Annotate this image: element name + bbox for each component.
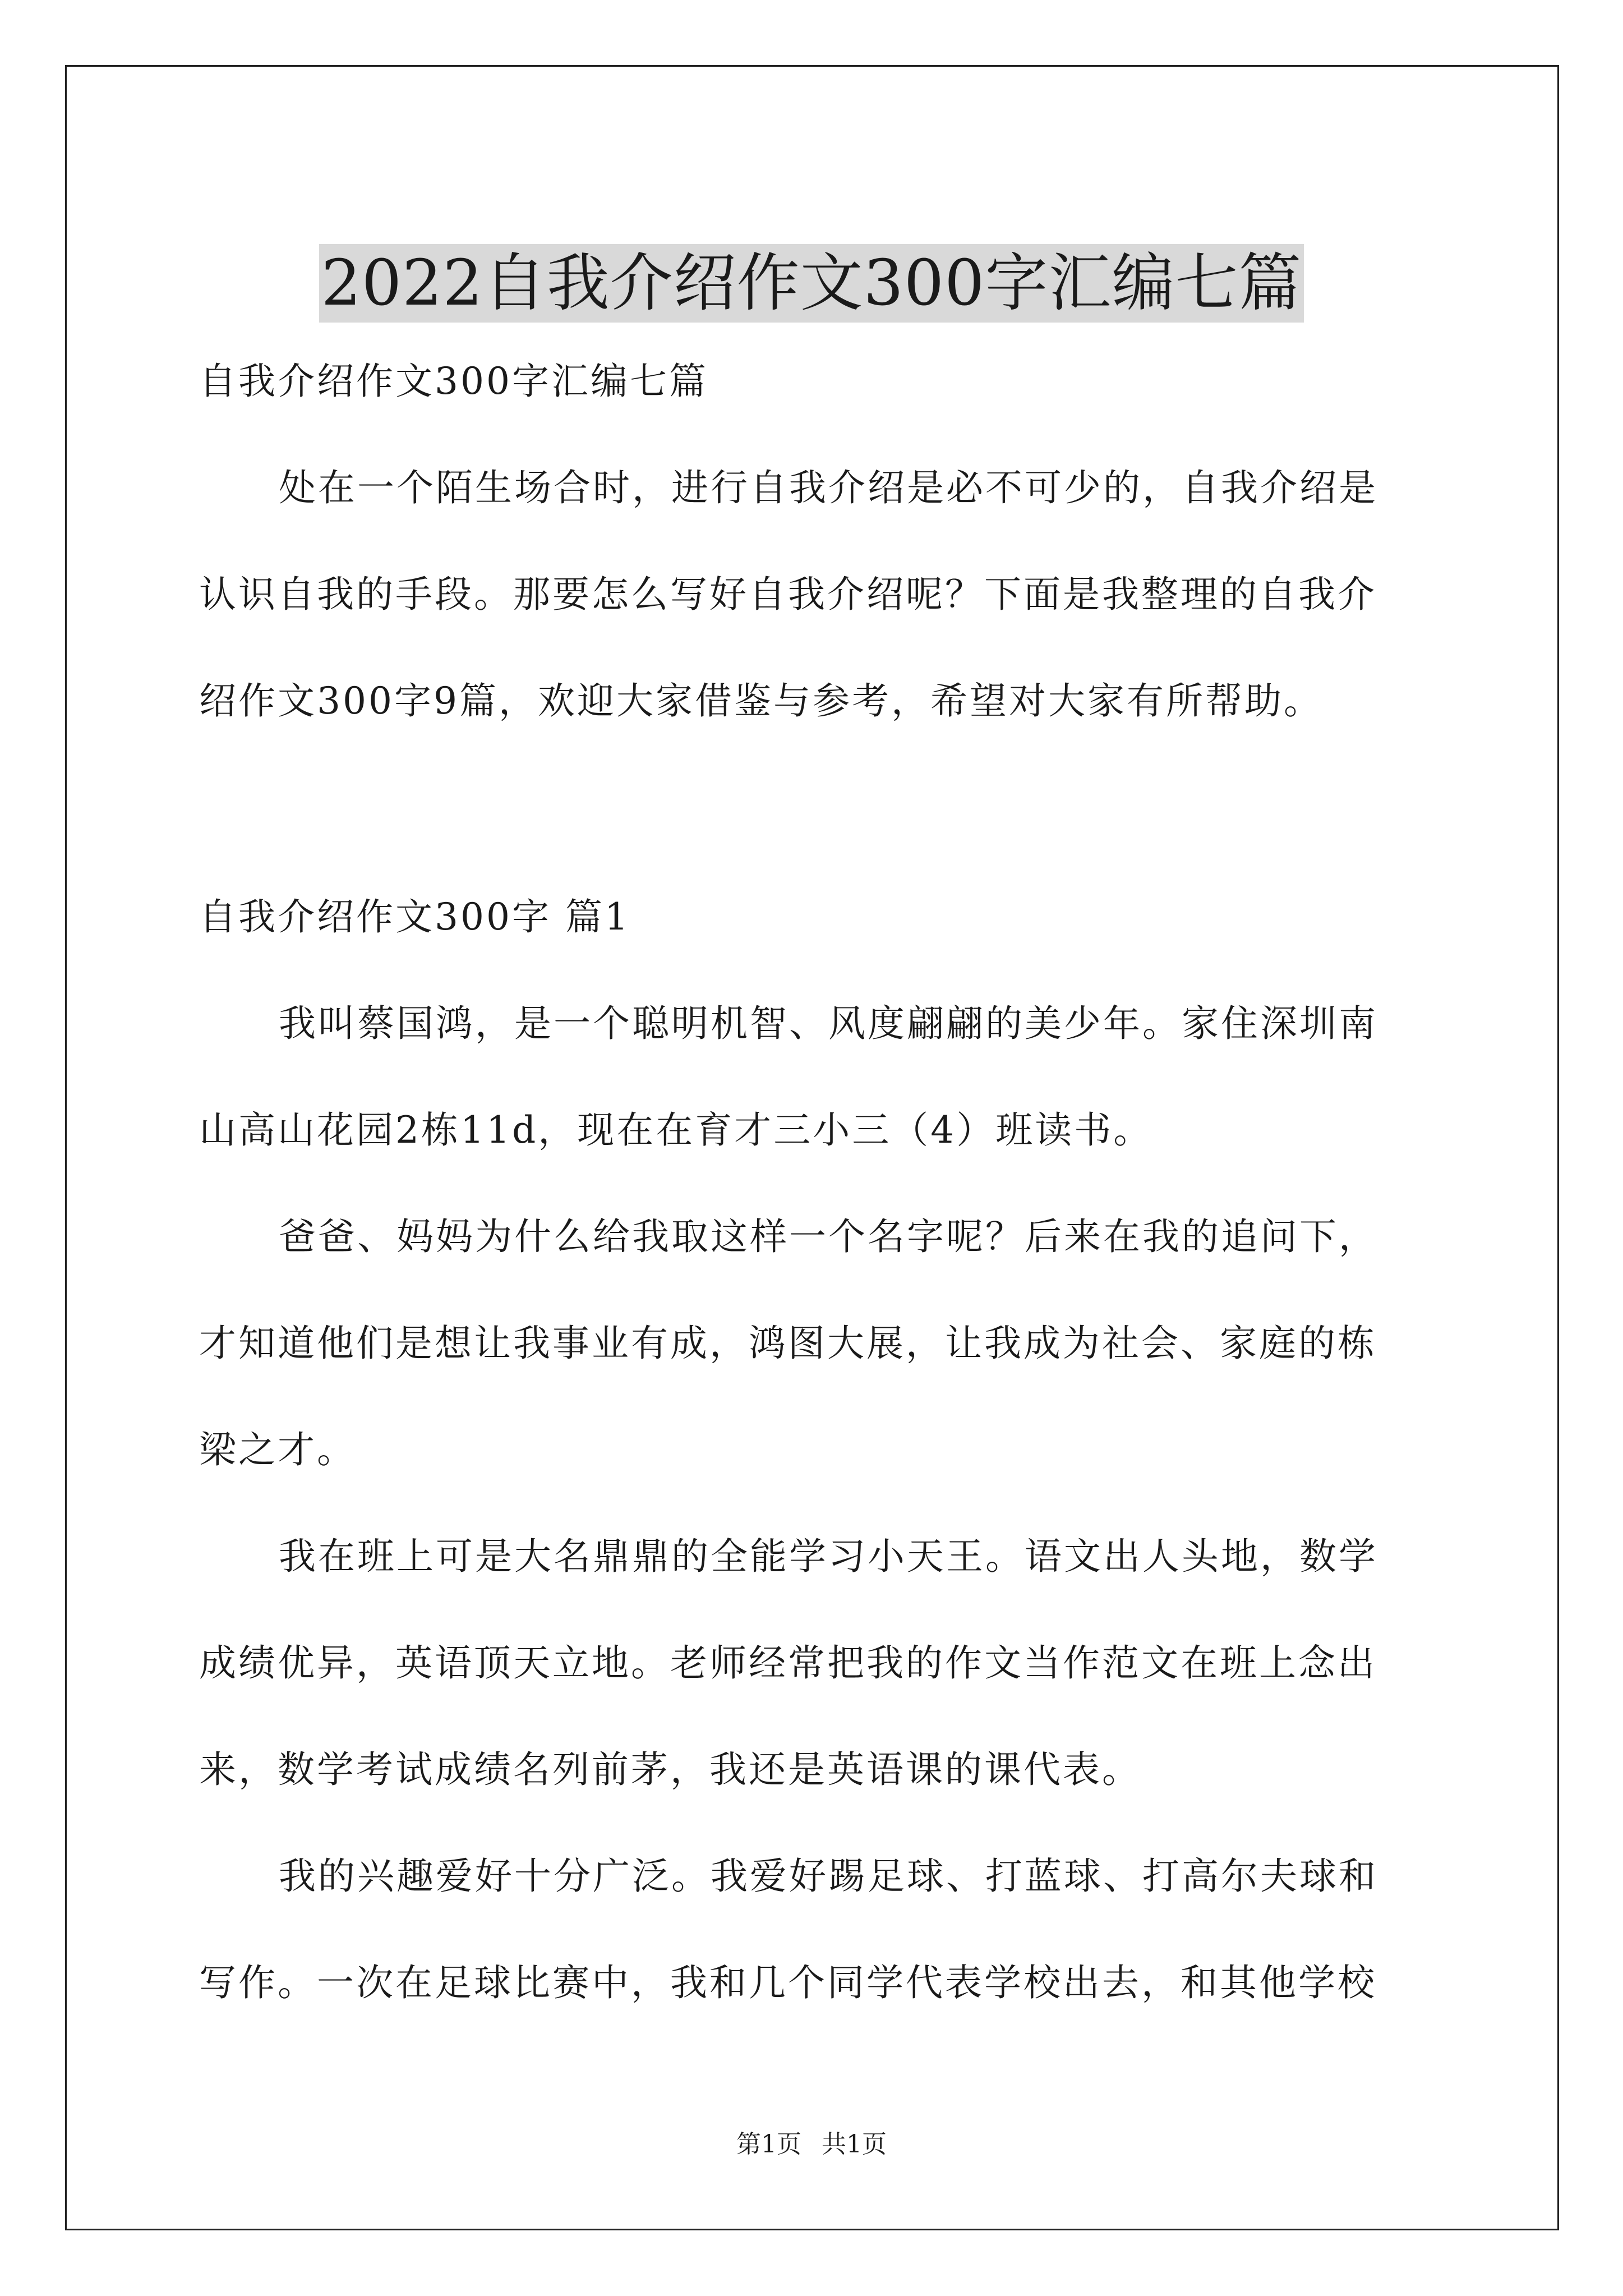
- paragraph-line: 我的兴趣爱好十分广泛。我爱好踢足球、打蓝球、打高尔夫球和: [279, 1855, 1378, 1898]
- title-container: [0, 202, 1623, 365]
- page-number-current: 第1页: [736, 2130, 801, 2159]
- paragraph-line: 山高山花园2栋11d，现在在育才三小三（4）班读书。: [199, 1108, 1153, 1152]
- paragraph-line: 我叫蔡国鸿，是一个聪明机智、风度翩翩的美少年。家住深圳南: [279, 1002, 1378, 1045]
- paragraph-line: 绍作文300字9篇，欢迎大家借鉴与参考，希望对大家有所帮助。: [199, 679, 1323, 723]
- paragraph-line: 爸爸、妈妈为什么给我取这样一个名字呢？后来在我的追问下，: [279, 1215, 1378, 1258]
- paragraph-line: 认识自我的手段。那要怎么写好自我介绍呢？下面是我整理的自我介: [199, 573, 1377, 616]
- paragraph-line: 梁之才。: [199, 1428, 356, 1471]
- document-title: 2022自我介绍作文300字汇编七篇: [319, 244, 1304, 323]
- subtitle-line: 自我介绍作文300字汇编七篇: [199, 360, 708, 403]
- page-footer: [0, 2129, 1623, 2160]
- section-heading: 自我介绍作文300字 篇1: [199, 895, 630, 938]
- paragraph-line: 我在班上可是大名鼎鼎的全能学习小天王。语文出人头地，数学: [279, 1535, 1378, 1578]
- paragraph-line: 处在一个陌生场合时，进行自我介绍是必不可少的，自我介绍是: [279, 466, 1378, 509]
- page-number-total: 共1页: [822, 2130, 887, 2159]
- paragraph-line: 来，数学考试成绩名列前茅，我还是英语课的课代表。: [199, 1748, 1141, 1791]
- paragraph-line: 写作。一次在足球比赛中，我和几个同学代表学校出去，和其他学校: [199, 1961, 1377, 2004]
- paragraph-line: 才知道他们是想让我事业有成，鸿图大展，让我成为社会、家庭的栋: [199, 1322, 1377, 1365]
- paragraph-line: 成绩优异，英语顶天立地。老师经常把我的作文当作范文在班上念出: [199, 1641, 1377, 1685]
